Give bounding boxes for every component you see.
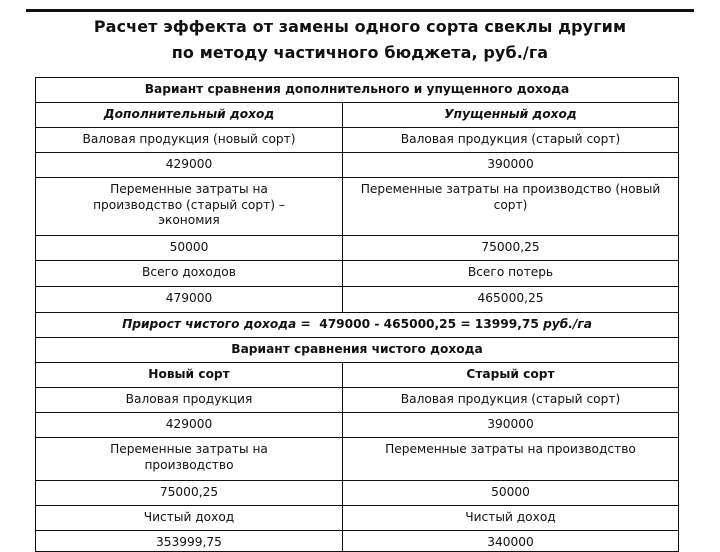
- table-cell: 50000: [36, 236, 343, 261]
- table-row: [36, 153, 679, 178]
- table-row: [36, 506, 679, 531]
- table-cell: Всего доходов: [36, 261, 343, 287]
- column-header-new-variety: Новый сорт: [36, 363, 343, 388]
- net-income-growth-row: [36, 313, 679, 338]
- table-cell: 75000,25: [36, 481, 343, 506]
- table-cell: Валовая продукция (новый сорт): [36, 128, 343, 153]
- table-cell: 390000: [343, 153, 679, 178]
- section-1-column-headers: [36, 103, 679, 128]
- column-header-lost-income: Упущенный доход: [343, 103, 679, 128]
- table-cell: Валовая продукция: [36, 388, 343, 413]
- net-income-growth-label: Прирост чистого дохода =: [122, 317, 311, 331]
- table-cell: 465000,25: [343, 287, 679, 313]
- table-cell: Всего потерь: [343, 261, 679, 287]
- table-row: [36, 287, 679, 313]
- partial-budget-table: [35, 77, 679, 552]
- table-row: [36, 178, 679, 236]
- section-1-header: Вариант сравнения дополнительного и упущенного дохода: [36, 78, 679, 103]
- net-income-growth-result: [36, 313, 679, 338]
- section-2-column-headers: [36, 363, 679, 388]
- table-row: [36, 388, 679, 413]
- table-cell: Переменные затраты на производство: [36, 438, 343, 481]
- section-2-header: Вариант сравнения чистого дохода: [36, 338, 679, 363]
- table-cell: 75000,25: [343, 236, 679, 261]
- net-income-growth-formula: 479000 - 465000,25 = 13999,75: [319, 317, 539, 331]
- table-cell: 50000: [343, 481, 679, 506]
- document-title-line-1: Расчет эффекта от замены одного сорта свеклы другим: [93, 17, 627, 36]
- table-row: [36, 236, 679, 261]
- document-title-line-2: по методу частичного бюджета, руб./га: [171, 43, 549, 62]
- table-row: [36, 128, 679, 153]
- section-1-header-row: [36, 78, 679, 103]
- table-cell: 353999,75: [36, 531, 343, 552]
- table-cell: 340000: [343, 531, 679, 552]
- table-row: [36, 438, 679, 481]
- table-cell: Переменные затраты на производство (новый сорт): [343, 178, 679, 236]
- table-cell: Валовая продукция (старый сорт): [343, 128, 679, 153]
- column-header-additional-income: Дополнительный доход: [36, 103, 343, 128]
- table-row: [36, 413, 679, 438]
- column-header-old-variety: Старый сорт: [343, 363, 679, 388]
- table-cell: Чистый доход: [36, 506, 343, 531]
- section-2-header-row: [36, 338, 679, 363]
- net-income-growth-unit: руб./га: [543, 317, 592, 331]
- top-rule: [26, 9, 694, 12]
- table-cell: Переменные затраты на производство (старый сорт) – экономия: [36, 178, 343, 236]
- table-row: [36, 481, 679, 506]
- table-cell: Переменные затраты на производство: [343, 438, 679, 481]
- table-cell: Валовая продукция (старый сорт): [343, 388, 679, 413]
- table-cell: 429000: [36, 153, 343, 178]
- table-cell: 429000: [36, 413, 343, 438]
- table-row: [36, 531, 679, 552]
- table-cell: 390000: [343, 413, 679, 438]
- table-cell: Чистый доход: [343, 506, 679, 531]
- table-row: [36, 261, 679, 287]
- table-cell: 479000: [36, 287, 343, 313]
